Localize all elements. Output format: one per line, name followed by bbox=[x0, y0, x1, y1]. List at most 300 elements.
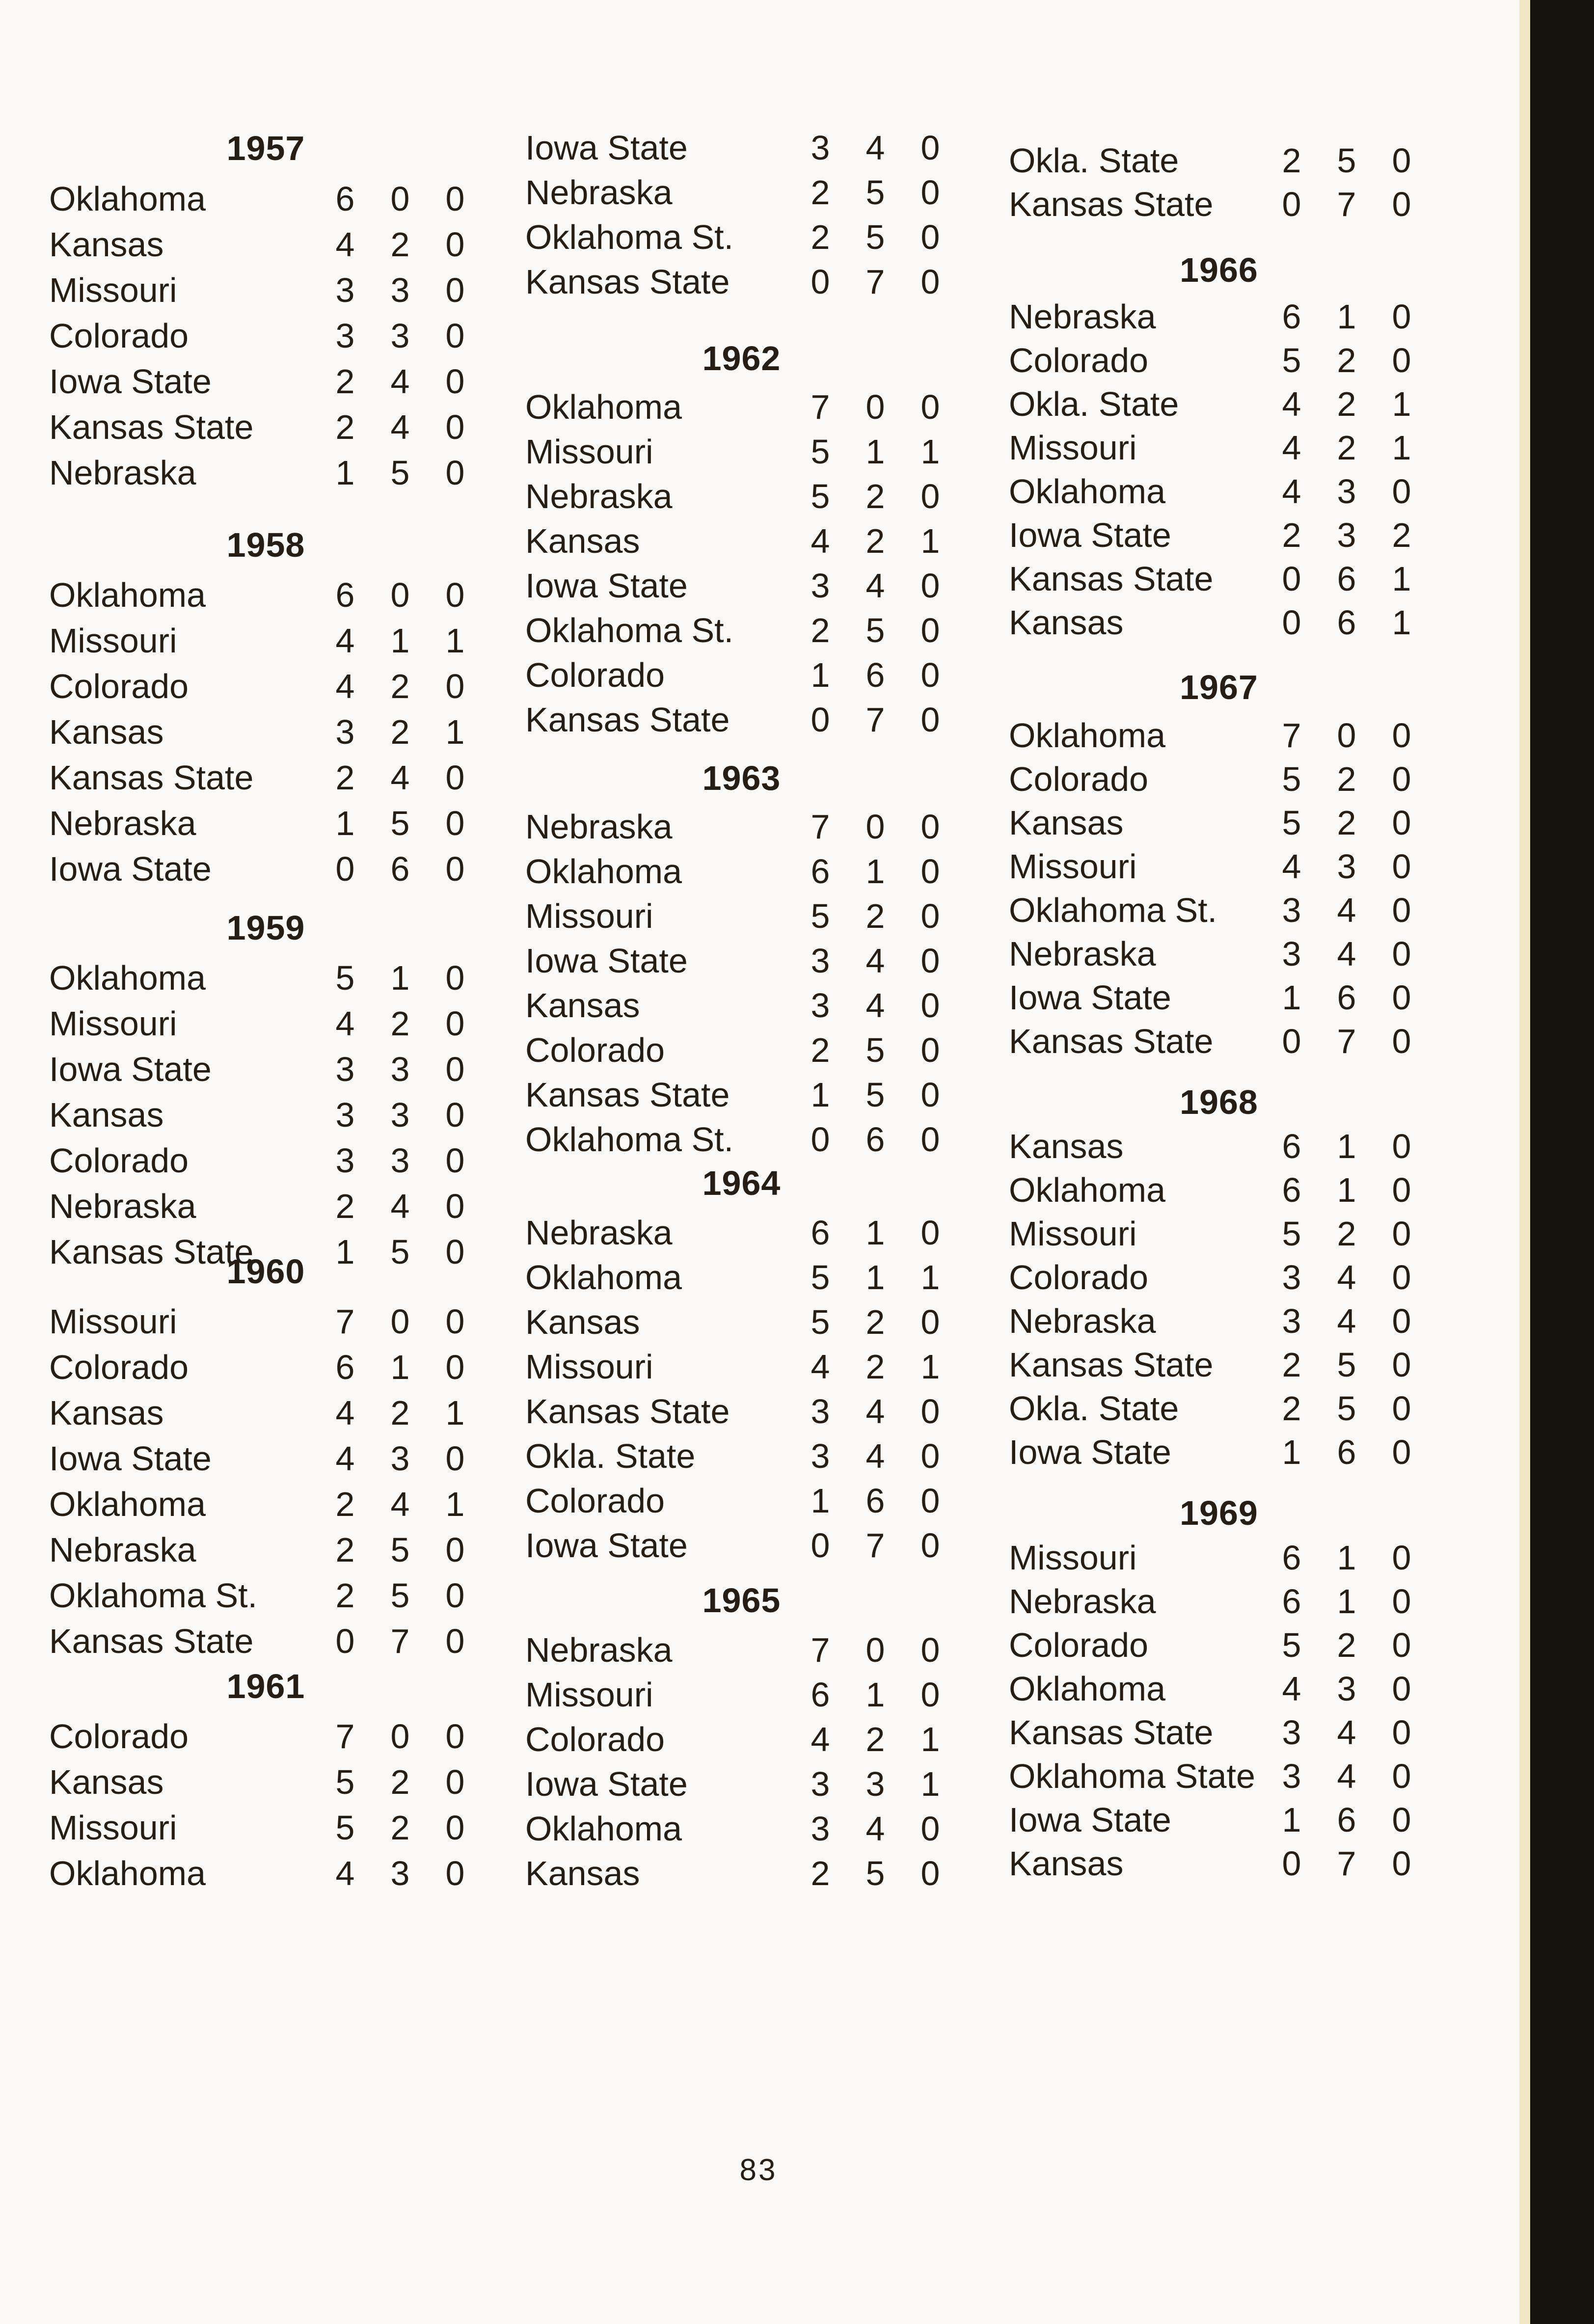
wins-value: 4 bbox=[1282, 1669, 1301, 1708]
table-row bbox=[1009, 1536, 1429, 1579]
team-name: Kansas bbox=[525, 986, 640, 1025]
losses-value: 1 bbox=[390, 1348, 410, 1386]
table-row bbox=[525, 1717, 958, 1761]
year-heading: 1965 bbox=[702, 1581, 781, 1620]
table-row bbox=[1009, 1667, 1429, 1710]
losses-value: 1 bbox=[1337, 1170, 1356, 1209]
team-name: Iowa State bbox=[525, 128, 688, 167]
ties-value: 0 bbox=[1392, 472, 1411, 511]
team-name: Missouri bbox=[1009, 1538, 1137, 1577]
standings-table bbox=[525, 384, 958, 742]
wins-value: 4 bbox=[335, 667, 355, 705]
team-name: Okla. State bbox=[1009, 384, 1179, 423]
standings-column-3 bbox=[1009, 0, 1429, 2324]
ties-value: 0 bbox=[920, 986, 940, 1025]
losses-value: 1 bbox=[865, 1675, 885, 1714]
table-row bbox=[525, 125, 958, 170]
wins-value: 4 bbox=[811, 521, 830, 560]
losses-value: 4 bbox=[865, 941, 885, 980]
losses-value: 2 bbox=[865, 1720, 885, 1758]
team-name: Iowa State bbox=[525, 566, 688, 605]
ties-value: 0 bbox=[445, 1348, 465, 1386]
wins-value: 4 bbox=[335, 225, 355, 264]
table-row bbox=[49, 1481, 483, 1527]
team-name: Colorado bbox=[525, 1481, 665, 1520]
wins-value: 1 bbox=[811, 655, 830, 694]
wins-value: 6 bbox=[1282, 1127, 1301, 1165]
ties-value: 0 bbox=[1392, 1625, 1411, 1664]
table-row bbox=[49, 1344, 483, 1390]
losses-value: 2 bbox=[1337, 1625, 1356, 1664]
table-row bbox=[525, 652, 958, 697]
wins-value: 2 bbox=[811, 173, 830, 212]
year-heading: 1964 bbox=[702, 1164, 781, 1202]
losses-value: 4 bbox=[865, 128, 885, 167]
team-name: Okla. State bbox=[1009, 1389, 1179, 1428]
losses-value: 4 bbox=[865, 1436, 885, 1475]
losses-value: 6 bbox=[390, 849, 410, 888]
ties-value: 0 bbox=[445, 407, 465, 446]
table-row bbox=[49, 450, 483, 495]
table-row bbox=[49, 1805, 483, 1850]
ties-value: 0 bbox=[445, 1854, 465, 1892]
losses-value: 7 bbox=[865, 262, 885, 301]
table-row bbox=[1009, 557, 1429, 600]
wins-value: 1 bbox=[1282, 1800, 1301, 1839]
table-row bbox=[49, 1298, 483, 1344]
losses-value: 7 bbox=[865, 700, 885, 739]
losses-value: 4 bbox=[865, 1809, 885, 1848]
table-row bbox=[49, 572, 483, 618]
wins-value: 5 bbox=[1282, 341, 1301, 379]
table-row bbox=[525, 518, 958, 563]
ties-value: 0 bbox=[920, 1809, 940, 1848]
losses-value: 6 bbox=[1337, 1432, 1356, 1471]
team-name: Missouri bbox=[1009, 847, 1137, 886]
losses-value: 5 bbox=[865, 1854, 885, 1892]
wins-value: 6 bbox=[1282, 297, 1301, 336]
scan-background-bar bbox=[1530, 0, 1594, 2324]
ties-value: 0 bbox=[445, 804, 465, 842]
wins-value: 0 bbox=[1282, 1844, 1301, 1883]
team-name: Colorado bbox=[1009, 341, 1149, 379]
team-name: Nebraska bbox=[525, 173, 673, 212]
table-row bbox=[49, 267, 483, 313]
ties-value: 0 bbox=[920, 128, 940, 167]
wins-value: 3 bbox=[1282, 891, 1301, 929]
team-name: Kansas State bbox=[1009, 1713, 1214, 1752]
table-row bbox=[525, 1117, 958, 1162]
ties-value: 0 bbox=[1392, 978, 1411, 1017]
losses-value: 5 bbox=[1337, 141, 1356, 180]
table-row bbox=[525, 1523, 958, 1567]
team-name: Kansas bbox=[49, 712, 164, 751]
team-name: Colorado bbox=[1009, 1625, 1149, 1664]
team-name: Missouri bbox=[1009, 428, 1137, 467]
team-name: Kansas State bbox=[1009, 559, 1214, 598]
team-name: Missouri bbox=[49, 621, 177, 660]
wins-value: 4 bbox=[335, 1439, 355, 1478]
team-name: Oklahoma St. bbox=[49, 1576, 258, 1615]
table-row bbox=[49, 846, 483, 892]
team-name: Missouri bbox=[525, 1675, 653, 1714]
wins-value: 5 bbox=[811, 1302, 830, 1341]
wins-value: 5 bbox=[1282, 1625, 1301, 1664]
losses-value: 5 bbox=[390, 1232, 410, 1271]
ties-value: 0 bbox=[445, 758, 465, 797]
table-row bbox=[1009, 1623, 1429, 1667]
wins-value: 2 bbox=[1282, 1345, 1301, 1384]
wins-value: 1 bbox=[811, 1481, 830, 1520]
wins-value: 3 bbox=[335, 1050, 355, 1088]
table-row bbox=[525, 170, 958, 215]
wins-value: 4 bbox=[335, 1004, 355, 1043]
ties-value: 0 bbox=[920, 611, 940, 649]
team-name: Iowa State bbox=[1009, 1432, 1171, 1471]
ties-value: 0 bbox=[445, 225, 465, 264]
wins-value: 5 bbox=[811, 896, 830, 935]
ties-value: 0 bbox=[1392, 1844, 1411, 1883]
table-row bbox=[1009, 932, 1429, 975]
team-name: Kansas State bbox=[525, 1392, 730, 1431]
losses-value: 1 bbox=[1337, 1127, 1356, 1165]
team-name: Iowa State bbox=[1009, 978, 1171, 1017]
losses-value: 5 bbox=[865, 173, 885, 212]
ties-value: 0 bbox=[920, 1436, 940, 1475]
ties-value: 0 bbox=[920, 896, 940, 935]
ties-value: 0 bbox=[445, 1302, 465, 1341]
losses-value: 5 bbox=[1337, 1389, 1356, 1428]
ties-value: 1 bbox=[1392, 559, 1411, 598]
standings-table bbox=[525, 804, 958, 1162]
wins-value: 0 bbox=[811, 262, 830, 301]
losses-value: 0 bbox=[1337, 716, 1356, 755]
ties-value: 1 bbox=[445, 712, 465, 751]
table-row bbox=[1009, 138, 1429, 182]
standings-table bbox=[49, 1298, 483, 1664]
ties-value: 0 bbox=[920, 1630, 940, 1669]
wins-value: 3 bbox=[335, 270, 355, 309]
ties-value: 0 bbox=[445, 575, 465, 614]
wins-value: 3 bbox=[335, 316, 355, 355]
losses-value: 1 bbox=[865, 1258, 885, 1297]
losses-value: 5 bbox=[1337, 1345, 1356, 1384]
ties-value: 0 bbox=[1392, 297, 1411, 336]
team-name: Nebraska bbox=[525, 1630, 673, 1669]
team-name: Iowa State bbox=[49, 1439, 212, 1478]
losses-value: 6 bbox=[865, 1481, 885, 1520]
wins-value: 3 bbox=[811, 986, 830, 1025]
losses-value: 0 bbox=[865, 1630, 885, 1669]
wins-value: 4 bbox=[1282, 428, 1301, 467]
losses-value: 5 bbox=[865, 1030, 885, 1069]
wins-value: 7 bbox=[1282, 716, 1301, 755]
team-name: Nebraska bbox=[1009, 297, 1156, 336]
ties-value: 0 bbox=[1392, 1389, 1411, 1428]
ties-value: 1 bbox=[1392, 428, 1411, 467]
team-name: Oklahoma bbox=[1009, 1669, 1166, 1708]
losses-value: 6 bbox=[1337, 559, 1356, 598]
wins-value: 4 bbox=[1282, 472, 1301, 511]
table-row bbox=[1009, 513, 1429, 557]
wins-value: 3 bbox=[811, 128, 830, 167]
team-name: Iowa State bbox=[525, 1764, 688, 1803]
losses-value: 3 bbox=[390, 270, 410, 309]
losses-value: 1 bbox=[1337, 1538, 1356, 1577]
wins-value: 4 bbox=[811, 1720, 830, 1758]
wins-value: 1 bbox=[1282, 1432, 1301, 1471]
team-name: Kansas State bbox=[525, 1075, 730, 1114]
losses-value: 1 bbox=[1337, 297, 1356, 336]
table-row bbox=[525, 1851, 958, 1895]
losses-value: 4 bbox=[390, 1187, 410, 1225]
wins-value: 7 bbox=[335, 1302, 355, 1341]
team-name: Oklahoma bbox=[525, 387, 682, 426]
wins-value: 7 bbox=[335, 1717, 355, 1756]
wins-value: 6 bbox=[811, 1675, 830, 1714]
ties-value: 0 bbox=[445, 453, 465, 492]
wins-value: 0 bbox=[811, 1526, 830, 1565]
ties-value: 2 bbox=[1392, 515, 1411, 554]
wins-value: 6 bbox=[1282, 1582, 1301, 1621]
losses-value: 2 bbox=[1337, 759, 1356, 798]
losses-value: 2 bbox=[865, 477, 885, 515]
standings-column-2 bbox=[525, 0, 958, 2324]
table-row bbox=[49, 618, 483, 663]
team-name: Nebraska bbox=[525, 477, 673, 515]
wins-value: 2 bbox=[335, 362, 355, 401]
table-row bbox=[49, 709, 483, 755]
table-row bbox=[1009, 382, 1429, 426]
ties-value: 1 bbox=[920, 1720, 940, 1758]
wins-value: 6 bbox=[335, 1348, 355, 1386]
team-name: Iowa State bbox=[49, 849, 212, 888]
table-row bbox=[525, 1433, 958, 1478]
table-row bbox=[1009, 1579, 1429, 1623]
ties-value: 0 bbox=[1392, 1757, 1411, 1795]
ties-value: 0 bbox=[445, 1621, 465, 1660]
table-row bbox=[49, 1390, 483, 1435]
wins-value: 2 bbox=[811, 217, 830, 256]
table-row bbox=[1009, 844, 1429, 888]
team-name: Missouri bbox=[49, 1302, 177, 1341]
wins-value: 6 bbox=[811, 1213, 830, 1252]
ties-value: 0 bbox=[445, 362, 465, 401]
ties-value: 0 bbox=[445, 1004, 465, 1043]
wins-value: 3 bbox=[811, 1392, 830, 1431]
losses-value: 2 bbox=[390, 1808, 410, 1847]
wins-value: 3 bbox=[811, 566, 830, 605]
losses-value: 3 bbox=[390, 316, 410, 355]
losses-value: 2 bbox=[865, 1347, 885, 1386]
table-row bbox=[49, 1046, 483, 1092]
wins-value: 0 bbox=[1282, 185, 1301, 223]
losses-value: 2 bbox=[390, 225, 410, 264]
ties-value: 0 bbox=[445, 1530, 465, 1569]
ties-value: 1 bbox=[445, 1485, 465, 1523]
ties-value: 0 bbox=[920, 1392, 940, 1431]
ties-value: 0 bbox=[1392, 141, 1411, 180]
wins-value: 1 bbox=[811, 1075, 830, 1114]
table-row bbox=[1009, 888, 1429, 932]
ties-value: 1 bbox=[1392, 603, 1411, 642]
wins-value: 1 bbox=[335, 1232, 355, 1271]
ties-value: 1 bbox=[920, 1764, 940, 1803]
table-row bbox=[1009, 600, 1429, 644]
wins-value: 2 bbox=[1282, 515, 1301, 554]
ties-value: 0 bbox=[445, 316, 465, 355]
losses-value: 4 bbox=[390, 1485, 410, 1523]
standings-table bbox=[1009, 1536, 1429, 1885]
losses-value: 4 bbox=[390, 407, 410, 446]
ties-value: 0 bbox=[1392, 1127, 1411, 1165]
wins-value: 6 bbox=[1282, 1170, 1301, 1209]
table-row bbox=[525, 384, 958, 429]
standings-table bbox=[525, 125, 958, 304]
team-name: Kansas State bbox=[49, 758, 254, 797]
wins-value: 0 bbox=[811, 1120, 830, 1159]
team-name: Colorado bbox=[49, 1348, 189, 1386]
losses-value: 1 bbox=[865, 852, 885, 891]
ties-value: 0 bbox=[1392, 934, 1411, 973]
ties-value: 1 bbox=[920, 1258, 940, 1297]
wins-value: 4 bbox=[1282, 384, 1301, 423]
table-row bbox=[1009, 1386, 1429, 1430]
wins-value: 5 bbox=[1282, 1214, 1301, 1253]
losses-value: 7 bbox=[390, 1621, 410, 1660]
team-name: Oklahoma St. bbox=[1009, 891, 1217, 929]
standings-table bbox=[525, 1627, 958, 1895]
wins-value: 2 bbox=[1282, 141, 1301, 180]
team-name: Nebraska bbox=[49, 804, 196, 842]
wins-value: 0 bbox=[1282, 559, 1301, 598]
wins-value: 4 bbox=[335, 1393, 355, 1432]
team-name: Nebraska bbox=[1009, 1301, 1156, 1340]
table-row bbox=[525, 1806, 958, 1851]
losses-value: 1 bbox=[1337, 1582, 1356, 1621]
wins-value: 5 bbox=[1282, 803, 1301, 842]
ties-value: 0 bbox=[920, 655, 940, 694]
standings-table bbox=[525, 1210, 958, 1567]
team-name: Oklahoma bbox=[525, 1258, 682, 1297]
losses-value: 6 bbox=[865, 1120, 885, 1159]
losses-value: 4 bbox=[390, 362, 410, 401]
team-name: Missouri bbox=[525, 1347, 653, 1386]
ties-value: 0 bbox=[920, 807, 940, 846]
ties-value: 0 bbox=[445, 1095, 465, 1134]
wins-value: 7 bbox=[811, 807, 830, 846]
losses-value: 6 bbox=[1337, 1800, 1356, 1839]
table-row bbox=[1009, 801, 1429, 844]
page-number: 83 bbox=[739, 2153, 778, 2187]
team-name: Missouri bbox=[49, 1004, 177, 1043]
wins-value: 2 bbox=[1282, 1389, 1301, 1428]
ties-value: 0 bbox=[1392, 1669, 1411, 1708]
table-row bbox=[49, 221, 483, 267]
ties-value: 0 bbox=[920, 1854, 940, 1892]
table-row bbox=[49, 358, 483, 404]
table-row bbox=[49, 1092, 483, 1137]
ties-value: 0 bbox=[1392, 847, 1411, 886]
wins-value: 6 bbox=[811, 852, 830, 891]
wins-value: 1 bbox=[1282, 978, 1301, 1017]
wins-value: 2 bbox=[335, 1187, 355, 1225]
losses-value: 0 bbox=[390, 1302, 410, 1341]
losses-value: 2 bbox=[1337, 803, 1356, 842]
team-name: Kansas bbox=[1009, 603, 1124, 642]
losses-value: 4 bbox=[1337, 891, 1356, 929]
ties-value: 0 bbox=[1392, 716, 1411, 755]
ties-value: 0 bbox=[920, 852, 940, 891]
table-row bbox=[1009, 1754, 1429, 1798]
team-name: Kansas State bbox=[1009, 1022, 1214, 1060]
wins-value: 3 bbox=[811, 941, 830, 980]
team-name: Kansas bbox=[49, 1762, 164, 1801]
wins-value: 3 bbox=[1282, 1757, 1301, 1795]
losses-value: 2 bbox=[390, 1762, 410, 1801]
losses-value: 4 bbox=[1337, 1301, 1356, 1340]
table-row bbox=[525, 563, 958, 608]
losses-value: 2 bbox=[1337, 428, 1356, 467]
ties-value: 0 bbox=[1392, 1582, 1411, 1621]
table-row bbox=[49, 1435, 483, 1481]
table-row bbox=[49, 1713, 483, 1759]
ties-value: 0 bbox=[1392, 1170, 1411, 1209]
wins-value: 3 bbox=[335, 1141, 355, 1180]
ties-value: 0 bbox=[1392, 803, 1411, 842]
losses-value: 0 bbox=[390, 179, 410, 218]
table-row bbox=[525, 1072, 958, 1117]
ties-value: 0 bbox=[920, 1675, 940, 1714]
wins-value: 5 bbox=[1282, 759, 1301, 798]
ties-value: 0 bbox=[920, 477, 940, 515]
losses-value: 5 bbox=[865, 611, 885, 649]
losses-value: 5 bbox=[390, 804, 410, 842]
ties-value: 0 bbox=[1392, 1258, 1411, 1297]
ties-value: 1 bbox=[1392, 384, 1411, 423]
ties-value: 0 bbox=[445, 849, 465, 888]
team-name: Nebraska bbox=[525, 1213, 673, 1252]
team-name: Kansas bbox=[525, 1854, 640, 1892]
table-row bbox=[1009, 757, 1429, 801]
losses-value: 3 bbox=[390, 1095, 410, 1134]
ties-value: 0 bbox=[445, 1187, 465, 1225]
wins-value: 3 bbox=[335, 712, 355, 751]
year-heading: 1963 bbox=[702, 759, 781, 797]
ties-value: 0 bbox=[1392, 341, 1411, 379]
wins-value: 3 bbox=[1282, 1301, 1301, 1340]
losses-value: 7 bbox=[1337, 185, 1356, 223]
team-name: Kansas bbox=[49, 1393, 164, 1432]
losses-value: 2 bbox=[390, 1393, 410, 1432]
ties-value: 0 bbox=[1392, 1432, 1411, 1471]
team-name: Okla. State bbox=[525, 1436, 696, 1475]
team-name: Iowa State bbox=[525, 1526, 688, 1565]
team-name: Kansas bbox=[1009, 1127, 1124, 1165]
team-name: Colorado bbox=[49, 316, 189, 355]
wins-value: 5 bbox=[811, 1258, 830, 1297]
wins-value: 2 bbox=[335, 1485, 355, 1523]
wins-value: 3 bbox=[1282, 934, 1301, 973]
table-row bbox=[525, 1210, 958, 1255]
ties-value: 0 bbox=[1392, 1214, 1411, 1253]
team-name: Oklahoma bbox=[1009, 472, 1166, 511]
wins-value: 2 bbox=[335, 407, 355, 446]
ties-value: 0 bbox=[920, 387, 940, 426]
table-row bbox=[49, 955, 483, 1000]
team-name: Iowa State bbox=[1009, 515, 1171, 554]
table-row bbox=[49, 1000, 483, 1046]
